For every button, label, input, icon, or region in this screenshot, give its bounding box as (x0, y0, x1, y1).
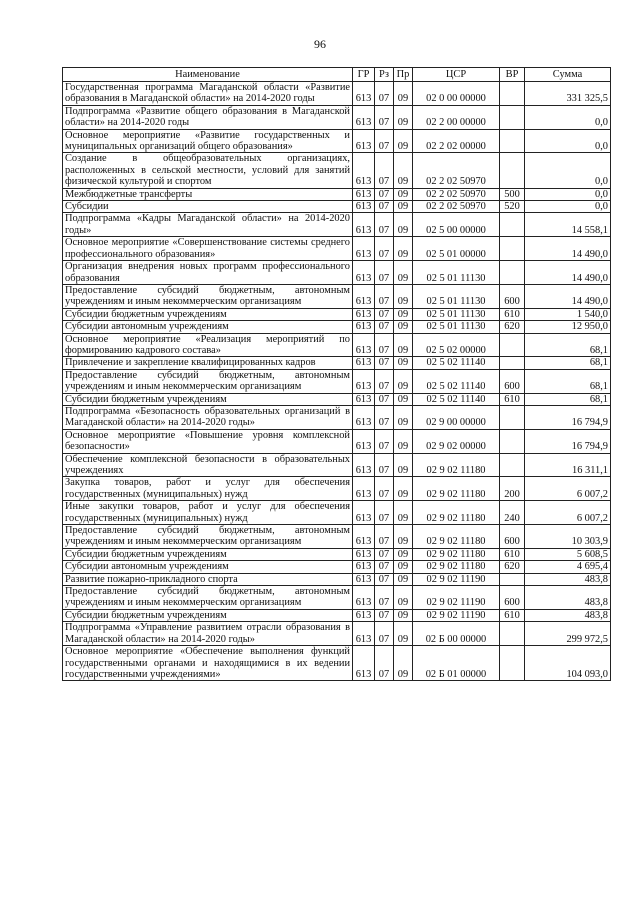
cell-sum: 6 007,2 (525, 501, 611, 525)
cell-vr: 240 (500, 501, 525, 525)
table-row (63, 284, 611, 308)
cell-pr: 09 (394, 586, 413, 610)
cell-pr: 09 (394, 82, 413, 106)
cell-name: Субсидии бюджетным учреждениям (63, 548, 353, 560)
cell-gr: 613 (353, 261, 375, 285)
cell-pr: 09 (394, 561, 413, 573)
cell-csr: 02 9 02 11190 (413, 609, 500, 621)
table-row (63, 201, 611, 213)
cell-vr: 610 (500, 308, 525, 320)
cell-pr: 09 (394, 646, 413, 681)
cell-gr: 613 (353, 129, 375, 153)
cell-csr: 02 Б 00 00000 (413, 622, 500, 646)
cell-name: Предоставление субсидий бюджетным, автономным учреждениям и иным некоммерческим организациям (63, 284, 353, 308)
cell-pr: 09 (394, 129, 413, 153)
cell-rz: 07 (375, 284, 394, 308)
cell-name: Развитие пожарно-прикладного спорта (63, 573, 353, 585)
cell-gr: 613 (353, 321, 375, 333)
cell-vr (500, 357, 525, 369)
cell-sum: 16 794,9 (525, 429, 611, 453)
table-row (63, 105, 611, 129)
header-sum: Сумма (525, 68, 611, 82)
cell-rz: 07 (375, 573, 394, 585)
cell-name: Субсидии бюджетным учреждениям (63, 609, 353, 621)
cell-vr (500, 153, 525, 188)
cell-csr: 02 2 00 00000 (413, 105, 500, 129)
cell-vr: 610 (500, 609, 525, 621)
cell-pr: 09 (394, 357, 413, 369)
cell-pr: 09 (394, 573, 413, 585)
cell-name: Субсидии (63, 201, 353, 213)
cell-vr (500, 105, 525, 129)
table-header-row (63, 68, 611, 82)
cell-name: Подпрограмма «Управление развитием отрасли образования в Магаданской области» на 2014-2020 годы» (63, 622, 353, 646)
cell-gr: 613 (353, 405, 375, 429)
cell-gr: 613 (353, 429, 375, 453)
cell-sum: 331 325,5 (525, 82, 611, 106)
cell-pr: 09 (394, 237, 413, 261)
cell-gr: 613 (353, 237, 375, 261)
cell-name: Подпрограмма «Кадры Магаданской области» на 2014-2020 годы» (63, 213, 353, 237)
table-row (63, 357, 611, 369)
table-row (63, 453, 611, 477)
cell-csr: 02 9 02 11190 (413, 573, 500, 585)
cell-vr (500, 429, 525, 453)
cell-rz: 07 (375, 308, 394, 320)
cell-pr: 09 (394, 548, 413, 560)
cell-csr: 02 2 02 00000 (413, 129, 500, 153)
cell-sum: 14 490,0 (525, 261, 611, 285)
table-row (63, 405, 611, 429)
cell-vr (500, 82, 525, 106)
cell-vr (500, 622, 525, 646)
table-row (63, 573, 611, 585)
header-csr: ЦСР (413, 68, 500, 82)
cell-name: Организация внедрения новых программ профессионального образования (63, 261, 353, 285)
cell-pr: 09 (394, 261, 413, 285)
cell-name: Основное мероприятие «Повышение уровня комплексной безопасности» (63, 429, 353, 453)
cell-name: Субсидии бюджетным учреждениям (63, 308, 353, 320)
cell-pr: 09 (394, 501, 413, 525)
cell-csr: 02 5 02 00000 (413, 333, 500, 357)
cell-vr (500, 129, 525, 153)
table-row (63, 429, 611, 453)
cell-vr: 520 (500, 201, 525, 213)
cell-csr: 02 5 01 11130 (413, 308, 500, 320)
cell-pr: 09 (394, 213, 413, 237)
cell-vr (500, 573, 525, 585)
cell-vr: 620 (500, 321, 525, 333)
cell-pr: 09 (394, 525, 413, 549)
cell-sum: 1 540,0 (525, 308, 611, 320)
table-row (63, 561, 611, 573)
table-row (63, 188, 611, 200)
table-row (63, 129, 611, 153)
cell-pr: 09 (394, 393, 413, 405)
cell-sum: 0,0 (525, 105, 611, 129)
cell-pr: 09 (394, 429, 413, 453)
header-vr: ВР (500, 68, 525, 82)
cell-sum: 16 794,9 (525, 405, 611, 429)
cell-name: Подпрограмма «Безопасность образовательных организаций в Магаданской области» на 2014-2020 годы» (63, 405, 353, 429)
table-row (63, 548, 611, 560)
cell-csr: 02 Б 01 00000 (413, 646, 500, 681)
cell-name: Создание в общеобразовательных организациях, расположенных в сельской местности, условий для занятий физической культурой и спортом (63, 153, 353, 188)
table-row (63, 369, 611, 393)
cell-name: Субсидии автономным учреждениям (63, 561, 353, 573)
cell-rz: 07 (375, 477, 394, 501)
cell-gr: 613 (353, 188, 375, 200)
cell-rz: 07 (375, 646, 394, 681)
table-row (63, 609, 611, 621)
cell-pr: 09 (394, 622, 413, 646)
cell-name: Иные закупки товаров, работ и услуг для обеспечения государственных (муниципальных) нужд (63, 501, 353, 525)
cell-pr: 09 (394, 609, 413, 621)
table-row (63, 213, 611, 237)
cell-csr: 02 9 00 00000 (413, 405, 500, 429)
cell-vr: 600 (500, 284, 525, 308)
cell-sum: 104 093,0 (525, 646, 611, 681)
table-row (63, 586, 611, 610)
cell-csr: 02 2 02 50970 (413, 153, 500, 188)
cell-csr: 02 5 01 00000 (413, 237, 500, 261)
page-number: 96 (314, 37, 326, 51)
cell-vr: 600 (500, 586, 525, 610)
cell-pr: 09 (394, 188, 413, 200)
cell-sum: 12 950,0 (525, 321, 611, 333)
cell-gr: 613 (353, 548, 375, 560)
cell-name: Подпрограмма «Развитие общего образования в Магаданской области» на 2014-2020 годы (63, 105, 353, 129)
cell-csr: 02 5 01 11130 (413, 261, 500, 285)
header-gr: ГР (353, 68, 375, 82)
cell-csr: 02 2 02 50970 (413, 188, 500, 200)
cell-pr: 09 (394, 405, 413, 429)
cell-sum: 483,8 (525, 586, 611, 610)
table-row (63, 261, 611, 285)
cell-pr: 09 (394, 477, 413, 501)
cell-gr: 613 (353, 213, 375, 237)
cell-csr: 02 0 00 00000 (413, 82, 500, 106)
cell-rz: 07 (375, 561, 394, 573)
cell-csr: 02 9 02 11180 (413, 525, 500, 549)
cell-vr (500, 333, 525, 357)
cell-sum: 68,1 (525, 333, 611, 357)
cell-gr: 613 (353, 357, 375, 369)
cell-rz: 07 (375, 82, 394, 106)
cell-vr (500, 646, 525, 681)
cell-rz: 07 (375, 429, 394, 453)
cell-sum: 0,0 (525, 129, 611, 153)
cell-rz: 07 (375, 105, 394, 129)
cell-sum: 68,1 (525, 369, 611, 393)
cell-sum: 14 490,0 (525, 284, 611, 308)
table-row (63, 525, 611, 549)
cell-pr: 09 (394, 201, 413, 213)
table-row (63, 153, 611, 188)
cell-rz: 07 (375, 153, 394, 188)
cell-sum: 0,0 (525, 188, 611, 200)
cell-gr: 613 (353, 333, 375, 357)
cell-rz: 07 (375, 333, 394, 357)
cell-gr: 613 (353, 525, 375, 549)
cell-gr: 613 (353, 609, 375, 621)
cell-csr: 02 5 02 11140 (413, 369, 500, 393)
cell-gr: 613 (353, 477, 375, 501)
cell-rz: 07 (375, 129, 394, 153)
cell-gr: 613 (353, 646, 375, 681)
cell-csr: 02 2 02 50970 (413, 201, 500, 213)
cell-rz: 07 (375, 405, 394, 429)
cell-gr: 613 (353, 105, 375, 129)
cell-sum: 483,8 (525, 609, 611, 621)
cell-csr: 02 5 01 11130 (413, 321, 500, 333)
cell-csr: 02 5 00 00000 (413, 213, 500, 237)
header-pr: Пр (394, 68, 413, 82)
cell-csr: 02 9 02 11190 (413, 586, 500, 610)
cell-csr: 02 9 02 11180 (413, 453, 500, 477)
header-rz: Рз (375, 68, 394, 82)
cell-name: Государственная программа Магаданской области «Развитие образования в Магаданской области» на 2014-2020 годы (63, 82, 353, 106)
cell-vr (500, 213, 525, 237)
cell-rz: 07 (375, 586, 394, 610)
cell-rz: 07 (375, 261, 394, 285)
cell-rz: 07 (375, 213, 394, 237)
cell-rz: 07 (375, 321, 394, 333)
cell-csr: 02 9 02 00000 (413, 429, 500, 453)
cell-rz: 07 (375, 622, 394, 646)
cell-csr: 02 5 02 11140 (413, 393, 500, 405)
cell-csr: 02 5 01 11130 (413, 284, 500, 308)
cell-pr: 09 (394, 333, 413, 357)
cell-rz: 07 (375, 548, 394, 560)
cell-rz: 07 (375, 609, 394, 621)
cell-name: Закупка товаров, работ и услуг для обеспечения государственных (муниципальных) нужд (63, 477, 353, 501)
cell-sum: 14 558,1 (525, 213, 611, 237)
budget-table (62, 67, 611, 681)
cell-name: Субсидии автономным учреждениям (63, 321, 353, 333)
cell-rz: 07 (375, 393, 394, 405)
cell-name: Обеспечение комплексной безопасности в образовательных учреждениях (63, 453, 353, 477)
cell-vr: 500 (500, 188, 525, 200)
cell-gr: 613 (353, 573, 375, 585)
cell-vr (500, 261, 525, 285)
cell-name: Основное мероприятие «Совершенствование системы среднего профессионального образования» (63, 237, 353, 261)
table-row (63, 646, 611, 681)
cell-gr: 613 (353, 586, 375, 610)
cell-rz: 07 (375, 201, 394, 213)
cell-name: Предоставление субсидий бюджетным, автономным учреждениям и иным некоммерческим организациям (63, 586, 353, 610)
cell-pr: 09 (394, 284, 413, 308)
cell-csr: 02 9 02 11180 (413, 561, 500, 573)
cell-name: Субсидии бюджетным учреждениям (63, 393, 353, 405)
cell-pr: 09 (394, 153, 413, 188)
cell-sum: 68,1 (525, 393, 611, 405)
cell-name: Основное мероприятие «Реализация мероприятий по формированию кадрового состава» (63, 333, 353, 357)
cell-vr: 620 (500, 561, 525, 573)
cell-name: Предоставление субсидий бюджетным, автономным учреждениям и иным некоммерческим организациям (63, 369, 353, 393)
table-row (63, 308, 611, 320)
cell-gr: 613 (353, 201, 375, 213)
cell-gr: 613 (353, 453, 375, 477)
cell-rz: 07 (375, 369, 394, 393)
cell-csr: 02 9 02 11180 (413, 477, 500, 501)
cell-gr: 613 (353, 501, 375, 525)
cell-pr: 09 (394, 453, 413, 477)
cell-sum: 6 007,2 (525, 477, 611, 501)
cell-csr: 02 9 02 11180 (413, 548, 500, 560)
cell-gr: 613 (353, 284, 375, 308)
table-row (63, 393, 611, 405)
cell-gr: 613 (353, 561, 375, 573)
cell-rz: 07 (375, 357, 394, 369)
cell-rz: 07 (375, 188, 394, 200)
cell-gr: 613 (353, 82, 375, 106)
cell-name: Основное мероприятие «Развитие государственных и муниципальных организаций общего образования» (63, 129, 353, 153)
header-name: Наименование (63, 68, 353, 82)
cell-csr: 02 5 02 11140 (413, 357, 500, 369)
cell-sum: 5 608,5 (525, 548, 611, 560)
cell-vr: 610 (500, 393, 525, 405)
cell-vr: 200 (500, 477, 525, 501)
table-row (63, 622, 611, 646)
cell-vr (500, 453, 525, 477)
cell-pr: 09 (394, 321, 413, 333)
cell-rz: 07 (375, 525, 394, 549)
cell-vr: 600 (500, 369, 525, 393)
cell-name: Предоставление субсидий бюджетным, автономным учреждениям и иным некоммерческим организациям (63, 525, 353, 549)
cell-sum: 16 311,1 (525, 453, 611, 477)
cell-sum: 14 490,0 (525, 237, 611, 261)
cell-csr: 02 9 02 11180 (413, 501, 500, 525)
cell-pr: 09 (394, 105, 413, 129)
cell-vr: 600 (500, 525, 525, 549)
cell-rz: 07 (375, 237, 394, 261)
cell-vr: 610 (500, 548, 525, 560)
cell-pr: 09 (394, 369, 413, 393)
cell-rz: 07 (375, 453, 394, 477)
cell-rz: 07 (375, 501, 394, 525)
table-row (63, 333, 611, 357)
cell-sum: 299 972,5 (525, 622, 611, 646)
cell-gr: 613 (353, 369, 375, 393)
table-row (63, 477, 611, 501)
cell-sum: 68,1 (525, 357, 611, 369)
cell-sum: 10 303,9 (525, 525, 611, 549)
cell-sum: 0,0 (525, 153, 611, 188)
cell-vr (500, 405, 525, 429)
cell-name: Межбюджетные трансферты (63, 188, 353, 200)
cell-name: Привлечение и закрепление квалифицированных кадров (63, 357, 353, 369)
cell-pr: 09 (394, 308, 413, 320)
cell-sum: 0,0 (525, 201, 611, 213)
table-row (63, 82, 611, 106)
cell-gr: 613 (353, 393, 375, 405)
cell-name: Основное мероприятие «Обеспечение выполнения функций государственными органами и находящимися в их ведении государственными учреждениями» (63, 646, 353, 681)
table-row (63, 237, 611, 261)
cell-vr (500, 237, 525, 261)
table-row (63, 321, 611, 333)
table-row (63, 501, 611, 525)
cell-sum: 483,8 (525, 573, 611, 585)
cell-sum: 4 695,4 (525, 561, 611, 573)
cell-gr: 613 (353, 308, 375, 320)
cell-gr: 613 (353, 622, 375, 646)
cell-gr: 613 (353, 153, 375, 188)
